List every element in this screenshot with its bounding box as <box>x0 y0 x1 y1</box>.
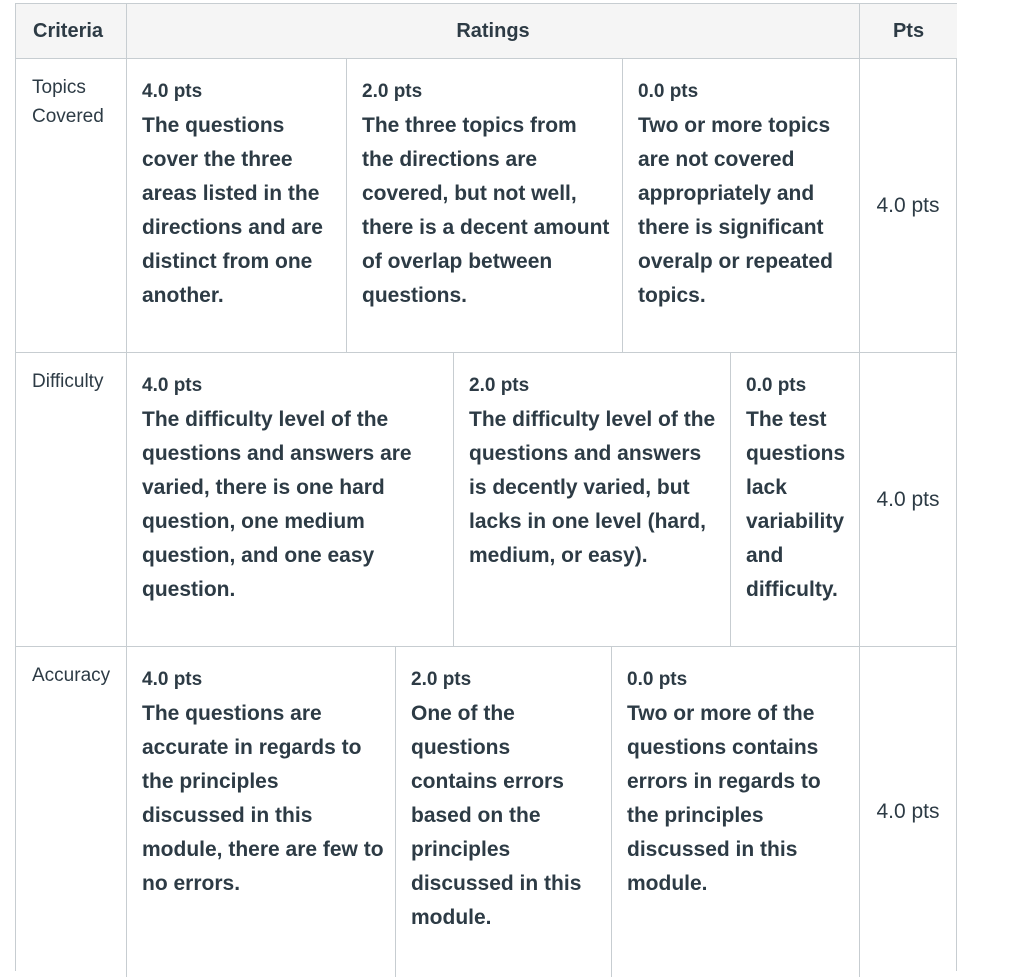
rating-points: 4.0 pts <box>142 81 203 102</box>
rating-description: One of the questions contains errors based on the principles discussed in this module. <box>411 702 582 929</box>
ratings-cell <box>127 353 860 646</box>
rating-points: 0.0 pts <box>638 81 699 102</box>
criterion-row-difficulty <box>16 353 956 647</box>
criterion-points: 4.0 pts <box>876 194 940 217</box>
rating-points: 4.0 pts <box>142 375 203 396</box>
rating-4-pts[interactable] <box>127 59 346 352</box>
rating-0-pts[interactable] <box>730 353 860 646</box>
rating-0-pts[interactable] <box>622 59 860 352</box>
rating-4-pts[interactable] <box>127 647 395 977</box>
rating-description: The difficulty level of the questions and answers are varied, there is one hard question, one medium question, and one easy question. <box>142 408 412 601</box>
pts-header: Pts <box>860 4 957 59</box>
rating-2-pts[interactable] <box>453 353 730 646</box>
rating-2-pts[interactable] <box>346 59 622 352</box>
rating-points: 2.0 pts <box>362 81 423 102</box>
rating-description: Two or more topics are not covered appropriately and there is significant overalp or repeated topics. <box>638 114 833 307</box>
rating-description: The questions cover the three areas listed in the directions and are distinct from one another. <box>142 114 323 307</box>
criterion-points: 4.0 pts <box>876 800 940 823</box>
rating-description: Two or more of the questions contains errors in regards to the principles discussed in this module. <box>627 702 821 895</box>
rating-points: 0.0 pts <box>627 669 688 690</box>
criterion-points: 4.0 pts <box>876 488 940 511</box>
rating-description: The three topics from the directions are covered, but not well, there is a decent amount of overlap between questions. <box>362 114 610 307</box>
criterion-row-topics-covered <box>16 59 956 353</box>
criterion-name: Topics Covered <box>16 59 127 352</box>
criterion-name: Difficulty <box>16 353 127 646</box>
rating-2-pts[interactable] <box>395 647 611 977</box>
ratings-cell <box>127 647 860 977</box>
rating-4-pts[interactable] <box>127 353 453 646</box>
criteria-header: Criteria <box>16 4 127 59</box>
rubric-table <box>15 3 957 971</box>
ratings-header: Ratings <box>127 4 860 59</box>
rating-0-pts[interactable] <box>611 647 860 977</box>
criterion-row-accuracy <box>16 647 956 977</box>
criterion-name: Accuracy <box>16 647 127 977</box>
rating-points: 0.0 pts <box>746 375 807 396</box>
rating-description: The questions are accurate in regards to the principles discussed in this module, there are few to no errors. <box>142 702 384 895</box>
ratings-cell <box>127 59 860 352</box>
rating-points: 2.0 pts <box>469 375 530 396</box>
rating-points: 2.0 pts <box>411 669 472 690</box>
rating-description: The difficulty level of the questions and answers is decently varied, but lacks in one level (hard, medium, or easy). <box>469 408 716 567</box>
rating-points: 4.0 pts <box>142 669 203 690</box>
rating-description: The test questions lack variability and difficulty. <box>746 408 846 601</box>
